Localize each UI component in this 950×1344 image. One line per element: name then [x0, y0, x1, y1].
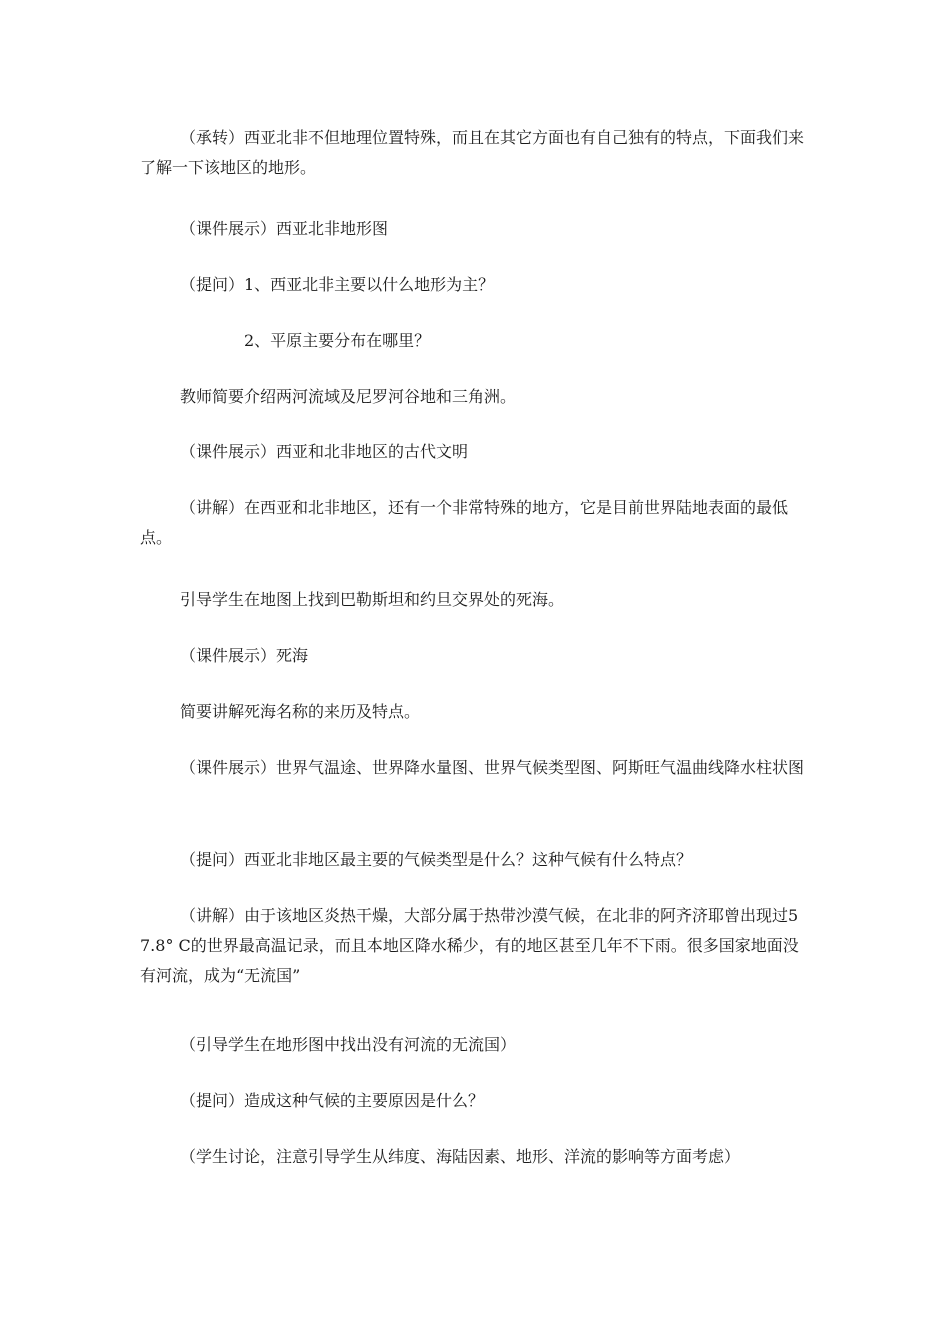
paragraph-explain-climate: （讲解）由于该地区炎热干燥，大部分属于热带沙漠气候，在北非的阿齐济耶曾出现过57.8° C的世界最高温记录，而且本地区降水稀少，有的地区甚至几年不下雨。很多国家地面没有河流，成为“无流国”: [140, 906, 799, 985]
paragraph-question-cause: （提问）造成这种气候的主要原因是什么？: [180, 1091, 485, 1110]
paragraph-transition: （承转）西亚北非不但地理位置特殊，而且在其它方面也有自己独有的特点，下面我们来了解一下该地区的地形。: [140, 128, 805, 177]
paragraph-courseware-terrain-map: （课件展示）西亚北非地形图: [180, 219, 389, 238]
paragraph-courseware-climate-maps: （课件展示）世界气温途、世界降水量图、世界气候类型图、阿斯旺气温曲线降水柱状图: [180, 758, 805, 777]
paragraph-find-dead-sea: 引导学生在地图上找到巴勒斯坦和约旦交界处的死海。: [180, 590, 565, 609]
paragraph-student-discussion: （学生讨论，注意引导学生从纬度、海陆因素、地形、洋流的影响等方面考虑）: [180, 1147, 741, 1166]
paragraph-explain-lowest-point: （讲解）在西亚和北非地区，还有一个非常特殊的地方，它是目前世界陆地表面的最低点。: [140, 498, 789, 547]
paragraph-courseware-dead-sea: （课件展示）死海: [180, 646, 309, 665]
paragraph-teacher-intro: 教师简要介绍两河流域及尼罗河谷地和三角洲。: [180, 387, 517, 406]
paragraph-courseware-civilization: （课件展示）西亚和北非地区的古代文明: [180, 442, 469, 461]
paragraph-question-climate: （提问）西亚北非地区最主要的气候类型是什么？这种气候有什么特点？: [180, 850, 693, 869]
paragraph-find-no-river-countries: （引导学生在地形图中找出没有河流的无流国）: [180, 1035, 517, 1054]
paragraph-dead-sea-origin: 简要讲解死海名称的来历及特点。: [180, 702, 421, 721]
paragraph-question-plains: 2、平原主要分布在哪里？: [244, 331, 431, 350]
paragraph-question-terrain: （提问）1、西亚北非主要以什么地形为主？: [180, 275, 495, 294]
